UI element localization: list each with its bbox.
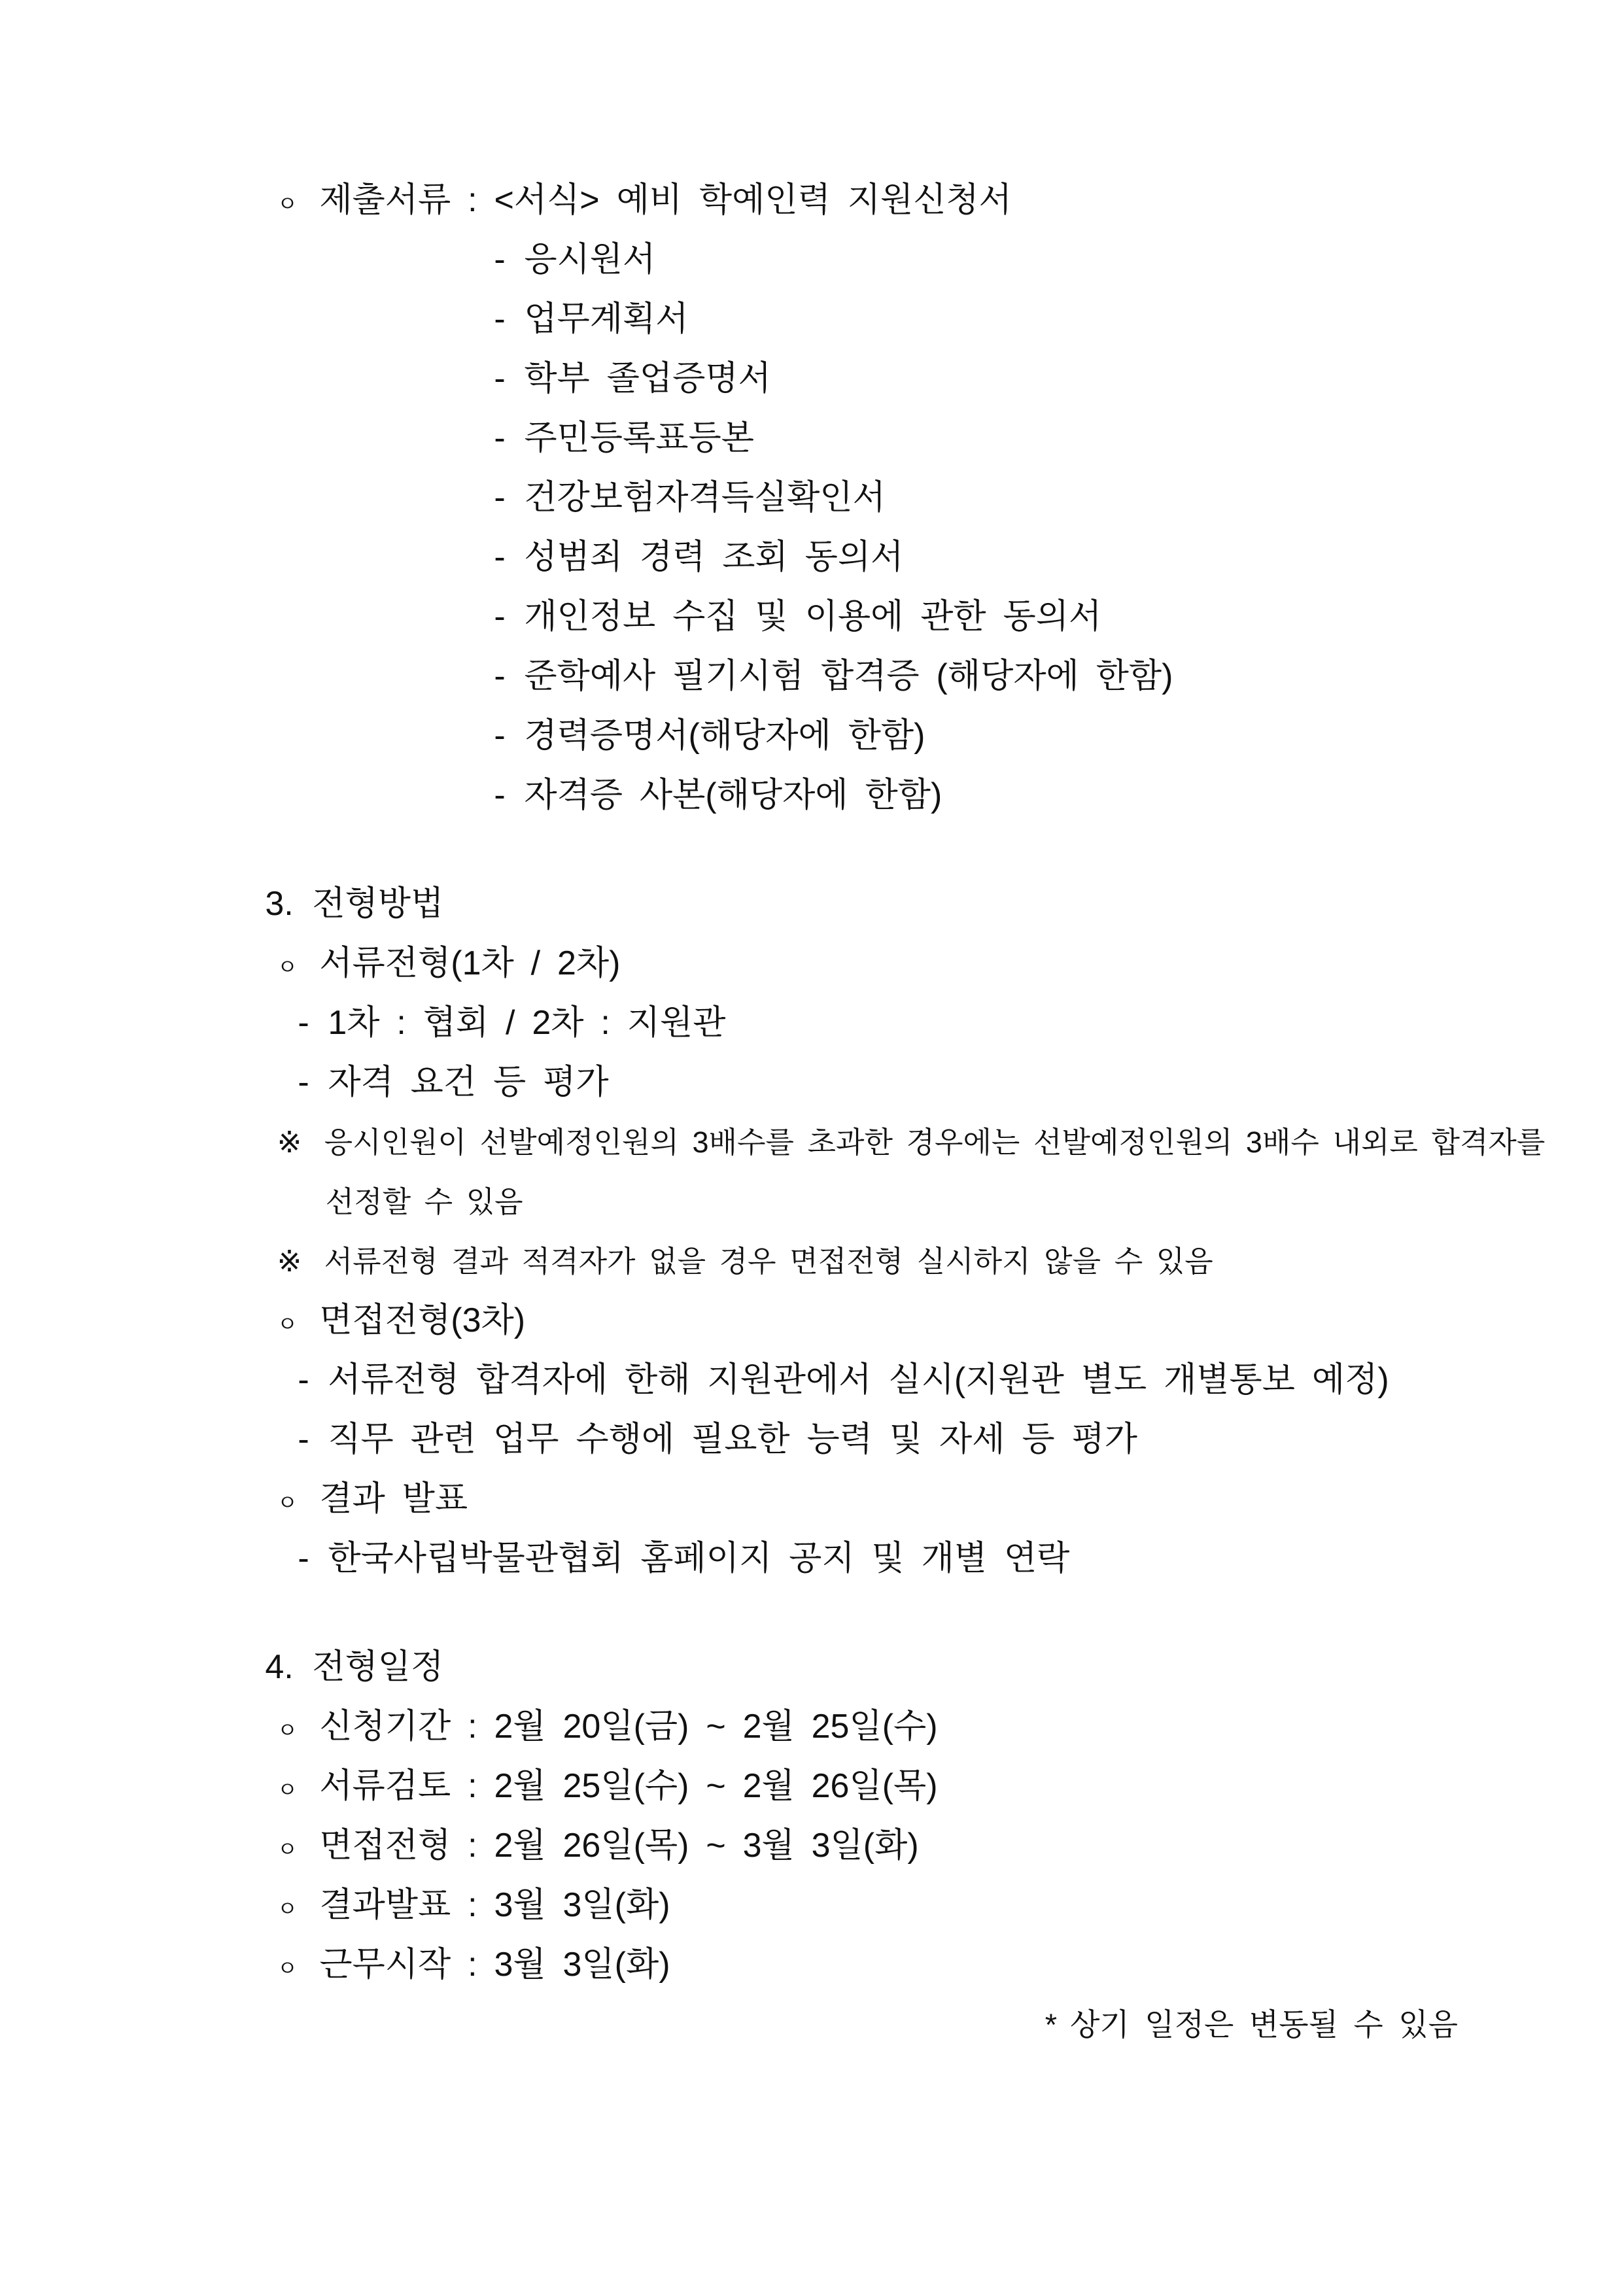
- dash-bullet: -: [494, 598, 506, 636]
- dash-bullet: -: [494, 419, 506, 457]
- schedule-result-announcement-text: 결과발표 : 3월 3일(화): [319, 1886, 670, 1924]
- submission-doc-item-text: 응시원서: [524, 241, 656, 279]
- dash-bullet: -: [298, 1420, 309, 1458]
- submission-doc-item-text: 경력증명서(해당자에 한함): [524, 717, 925, 755]
- schedule-interview-text: 면접전형 : 2월 26일(목) ~ 3월 3일(화): [319, 1827, 919, 1865]
- dash-bullet: -: [494, 360, 506, 398]
- dash-bullet: -: [494, 657, 506, 695]
- section-3-title: 전형방법: [312, 885, 444, 923]
- schedule-work-start-text: 근무시작 : 3월 3일(화): [319, 1946, 670, 1984]
- dash-bullet: -: [298, 1361, 309, 1399]
- submission-doc-item-text: 학부 졸업증명서: [524, 360, 771, 398]
- submission-docs-header: [0, 111, 1624, 219]
- dash-bullet: -: [494, 776, 506, 814]
- dash-bullet: -: [298, 1540, 309, 1577]
- submission-doc-item-text: 업무계획서: [524, 300, 689, 338]
- submission-doc-item: [0, 230, 1624, 338]
- reference-mark: ※: [277, 1245, 302, 1278]
- method-detail-text: 직무 관련 업무 수행에 필요한 능력 및 자세 등 평가: [328, 1420, 1137, 1458]
- circle-bullet: ㅇ: [277, 1897, 298, 1921]
- method-footnote-text: 응시인원이 선발예정인원의 3배수를 초과한 경우에는 선발예정인원의 3배수 내외로 합격자를: [324, 1126, 1546, 1159]
- circle-bullet: ㅇ: [277, 1490, 298, 1515]
- submission-doc-item-text: 주민등록표등본: [524, 419, 754, 457]
- document-content: [0, 111, 1624, 2042]
- method-interview-text: 면접전형(3차): [319, 1301, 526, 1339]
- dash-bullet: -: [298, 1004, 309, 1042]
- circle-bullet: ㅇ: [277, 1718, 298, 1742]
- dash-bullet: -: [494, 538, 506, 576]
- submission-doc-item: [0, 349, 1624, 457]
- section-number: 4.: [265, 1648, 294, 1686]
- asterisk-mark: *: [1045, 2007, 1057, 2042]
- dash-bullet: -: [494, 717, 506, 755]
- circle-bullet: ㅇ: [277, 1956, 298, 1980]
- circle-bullet: ㅇ: [277, 1778, 298, 1802]
- schedule-change-disclaimer-text: 상기 일정은 변동될 수 있음: [1069, 2007, 1458, 2042]
- schedule-document-review-text: 서류검토 : 2월 25일(수) ~ 2월 26일(목): [319, 1767, 938, 1805]
- dash-bullet: -: [298, 1063, 309, 1101]
- submission-doc-item: [0, 290, 1624, 398]
- submission-doc-item-text: 성범죄 경력 조회 동의서: [524, 538, 904, 576]
- circle-bullet: ㅇ: [277, 192, 298, 216]
- dash-bullet: -: [494, 300, 506, 338]
- circle-bullet: ㅇ: [277, 1837, 298, 1861]
- method-footnote-continuation-text: 선정할 수 있음: [325, 1185, 523, 1218]
- schedule-application-period-text: 신청기간 : 2월 20일(금) ~ 2월 25일(수): [319, 1708, 938, 1746]
- circle-bullet: ㅇ: [277, 955, 298, 979]
- method-footnote-text: 서류전형 결과 적격자가 없을 경우 면접전형 실시하지 않을 수 있음: [324, 1245, 1213, 1278]
- section-number: 3.: [265, 885, 294, 923]
- submission-doc-item-text: 개인정보 수집 및 이용에 관한 동의서: [524, 598, 1102, 636]
- reference-mark: ※: [277, 1126, 302, 1159]
- section-4-title: 전형일정: [312, 1648, 444, 1686]
- submission-doc-item-text: 건강보험자격득실확인서: [524, 479, 886, 517]
- method-result-announcement-text: 결과 발표: [319, 1480, 468, 1518]
- submission-doc-item: [0, 409, 1624, 517]
- method-detail-text: 1차 : 협회 / 2차 : 지원관: [328, 1004, 726, 1042]
- method-document-screening-text: 서류전형(1차 / 2차): [319, 944, 621, 982]
- submission-doc-item-text: 준학예사 필기시험 합격증 (해당자에 한함): [524, 657, 1173, 695]
- method-detail-text: 한국사립박물관협회 홈페이지 공지 및 개별 연락: [328, 1540, 1070, 1577]
- method-detail-text: 서류전형 합격자에 한해 지원관에서 실시(지원관 별도 개별통보 예정): [328, 1361, 1389, 1399]
- dash-bullet: -: [494, 241, 506, 279]
- submission-docs-header-text: 제출서류 : <서식> 예비 학예인력 지원신청서: [319, 181, 1012, 219]
- dash-bullet: -: [494, 479, 506, 517]
- circle-bullet: ㅇ: [277, 1312, 298, 1336]
- method-detail-text: 자격 요건 등 평가: [328, 1063, 609, 1101]
- submission-doc-item-text: 자격증 사본(해당자에 한함): [524, 776, 942, 814]
